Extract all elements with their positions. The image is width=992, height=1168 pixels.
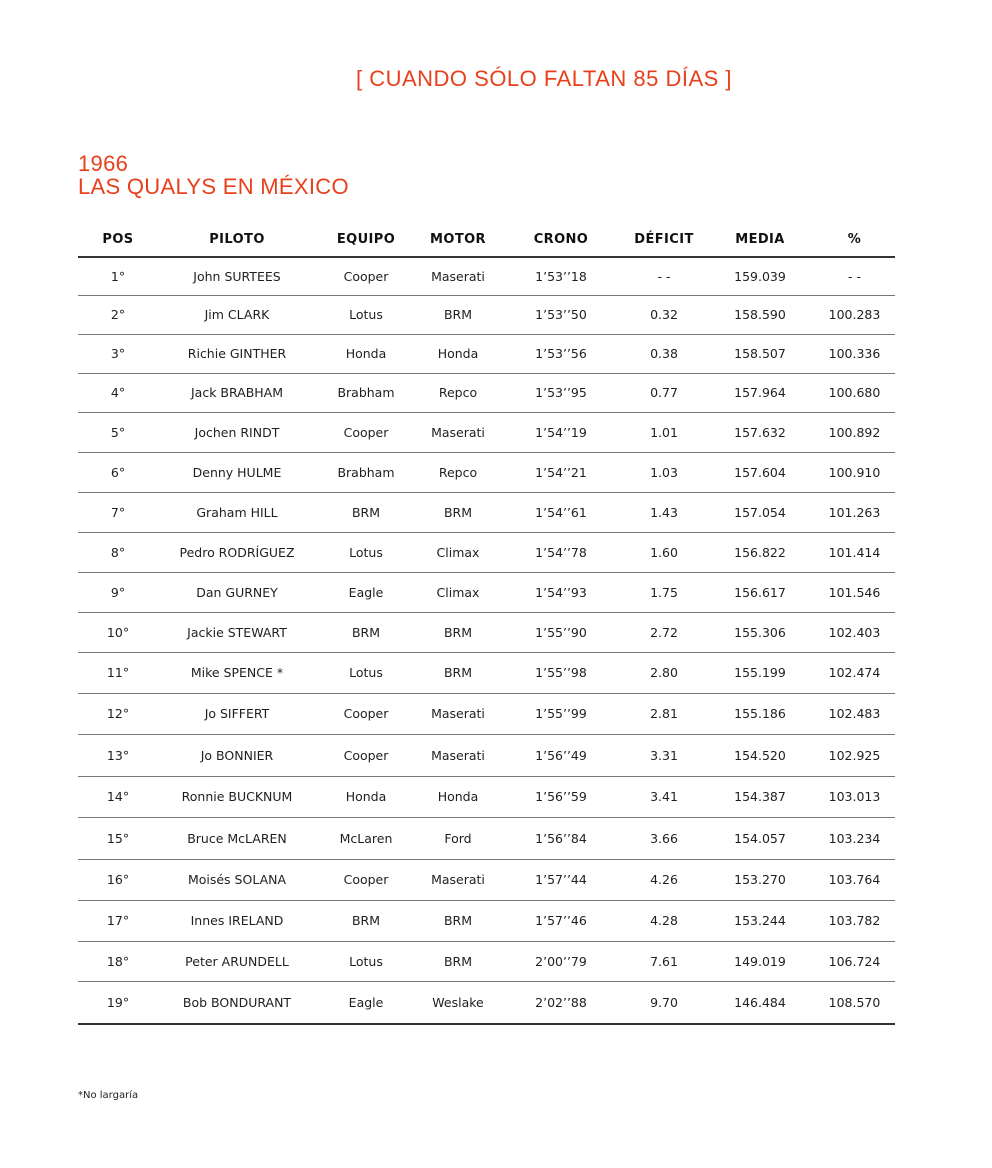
cell-deficit: 3.31 xyxy=(622,734,706,776)
cell-media: 157.632 xyxy=(706,412,814,452)
cell-pos: 12° xyxy=(78,693,158,734)
table-row xyxy=(78,941,895,981)
cell-media: 153.244 xyxy=(706,900,814,941)
cell-percent: 100.680 xyxy=(814,373,895,412)
cell-crono: 1’54’’19 xyxy=(500,412,622,452)
cell-percent: 108.570 xyxy=(814,981,895,1024)
cell-piloto: Richie GINTHER xyxy=(158,334,316,373)
cell-deficit: 1.75 xyxy=(622,572,706,612)
cell-deficit: 2.81 xyxy=(622,693,706,734)
table-row xyxy=(78,652,895,693)
cell-media: 159.039 xyxy=(706,257,814,295)
cell-piloto: Jochen RINDT xyxy=(158,412,316,452)
cell-deficit: 0.38 xyxy=(622,334,706,373)
column-header-crono: CRONO xyxy=(500,222,622,257)
cell-deficit: 4.26 xyxy=(622,859,706,900)
cell-crono: 1’53’’18 xyxy=(500,257,622,295)
cell-equipo: Brabham xyxy=(316,373,416,412)
cell-percent: 101.263 xyxy=(814,492,895,532)
cell-deficit: 0.77 xyxy=(622,373,706,412)
cell-piloto: Pedro RODRÍGUEZ xyxy=(158,532,316,572)
cell-piloto: Moisés SOLANA xyxy=(158,859,316,900)
column-header-motor: MOTOR xyxy=(416,222,500,257)
cell-pos: 10° xyxy=(78,612,158,652)
column-header-piloto: PILOTO xyxy=(158,222,316,257)
cell-media: 155.306 xyxy=(706,612,814,652)
page-title xyxy=(78,152,349,198)
table-row xyxy=(78,776,895,817)
table-row xyxy=(78,257,895,295)
cell-media: 158.507 xyxy=(706,334,814,373)
table-row xyxy=(78,859,895,900)
cell-motor: Repco xyxy=(416,452,500,492)
cell-equipo: Cooper xyxy=(316,257,416,295)
column-header-percent: % xyxy=(814,222,895,257)
table-row xyxy=(78,817,895,859)
cell-pos: 6° xyxy=(78,452,158,492)
column-header-media: MEDIA xyxy=(706,222,814,257)
cell-crono: 1’53’’56 xyxy=(500,334,622,373)
cell-piloto: Innes IRELAND xyxy=(158,900,316,941)
cell-crono: 1’53’’50 xyxy=(500,295,622,334)
cell-piloto: Jo SIFFERT xyxy=(158,693,316,734)
cell-media: 157.604 xyxy=(706,452,814,492)
cell-crono: 1’54’’21 xyxy=(500,452,622,492)
cell-motor: Maserati xyxy=(416,859,500,900)
cell-percent: 102.925 xyxy=(814,734,895,776)
cell-motor: BRM xyxy=(416,652,500,693)
cell-piloto: Bob BONDURANT xyxy=(158,981,316,1024)
cell-media: 155.186 xyxy=(706,693,814,734)
cell-motor: Repco xyxy=(416,373,500,412)
cell-percent: 102.403 xyxy=(814,612,895,652)
cell-media: 154.057 xyxy=(706,817,814,859)
cell-crono: 1’54’’61 xyxy=(500,492,622,532)
cell-piloto: Jack BRABHAM xyxy=(158,373,316,412)
cell-piloto: Jo BONNIER xyxy=(158,734,316,776)
cell-piloto: Jim CLARK xyxy=(158,295,316,334)
cell-crono: 1’56’’84 xyxy=(500,817,622,859)
cell-equipo: Honda xyxy=(316,776,416,817)
cell-motor: Ford xyxy=(416,817,500,859)
cell-crono: 1’56’’59 xyxy=(500,776,622,817)
cell-media: 155.199 xyxy=(706,652,814,693)
cell-piloto: Peter ARUNDELL xyxy=(158,941,316,981)
cell-percent: 101.414 xyxy=(814,532,895,572)
table-body xyxy=(78,257,895,1024)
cell-pos: 5° xyxy=(78,412,158,452)
cell-percent: 101.546 xyxy=(814,572,895,612)
cell-piloto: John SURTEES xyxy=(158,257,316,295)
cell-motor: Weslake xyxy=(416,981,500,1024)
table-row xyxy=(78,295,895,334)
cell-pos: 11° xyxy=(78,652,158,693)
cell-deficit: 3.41 xyxy=(622,776,706,817)
cell-percent: 100.910 xyxy=(814,452,895,492)
cell-equipo: Cooper xyxy=(316,693,416,734)
table-row xyxy=(78,693,895,734)
cell-motor: BRM xyxy=(416,295,500,334)
cell-media: 156.617 xyxy=(706,572,814,612)
cell-crono: 1’57’’44 xyxy=(500,859,622,900)
table-row xyxy=(78,492,895,532)
column-header-deficit: DÉFICIT xyxy=(622,222,706,257)
cell-motor: BRM xyxy=(416,941,500,981)
cell-deficit: 2.72 xyxy=(622,612,706,652)
cell-media: 157.054 xyxy=(706,492,814,532)
cell-pos: 15° xyxy=(78,817,158,859)
cell-deficit: 1.03 xyxy=(622,452,706,492)
cell-deficit: 3.66 xyxy=(622,817,706,859)
footnote: *No largaría xyxy=(78,1090,139,1101)
cell-media: 146.484 xyxy=(706,981,814,1024)
cell-equipo: Eagle xyxy=(316,572,416,612)
header-tagline: [ CUANDO SÓLO FALTAN 85 DÍAS ] xyxy=(355,66,733,91)
cell-motor: Climax xyxy=(416,572,500,612)
table-row xyxy=(78,734,895,776)
cell-media: 154.520 xyxy=(706,734,814,776)
cell-motor: BRM xyxy=(416,492,500,532)
cell-deficit: 4.28 xyxy=(622,900,706,941)
cell-pos: 19° xyxy=(78,981,158,1024)
cell-media: 153.270 xyxy=(706,859,814,900)
cell-pos: 13° xyxy=(78,734,158,776)
cell-piloto: Denny HULME xyxy=(158,452,316,492)
cell-percent: 100.283 xyxy=(814,295,895,334)
cell-media: 156.822 xyxy=(706,532,814,572)
cell-media: 149.019 xyxy=(706,941,814,981)
table-row xyxy=(78,412,895,452)
cell-piloto: Jackie STEWART xyxy=(158,612,316,652)
cell-pos: 14° xyxy=(78,776,158,817)
column-header-pos: POS xyxy=(78,222,158,257)
cell-deficit: 1.43 xyxy=(622,492,706,532)
cell-piloto: Ronnie BUCKNUM xyxy=(158,776,316,817)
cell-percent: 100.892 xyxy=(814,412,895,452)
cell-equipo: Cooper xyxy=(316,734,416,776)
table-row xyxy=(78,572,895,612)
title-heading: LAS QUALYS EN MÉXICO xyxy=(78,174,349,199)
cell-pos: 18° xyxy=(78,941,158,981)
cell-pos: 1° xyxy=(78,257,158,295)
cell-crono: 2’02’’88 xyxy=(500,981,622,1024)
cell-motor: BRM xyxy=(416,612,500,652)
cell-crono: 1’54’’93 xyxy=(500,572,622,612)
cell-percent: 103.782 xyxy=(814,900,895,941)
cell-deficit: 1.60 xyxy=(622,532,706,572)
cell-crono: 1’57’’46 xyxy=(500,900,622,941)
cell-percent: 100.336 xyxy=(814,334,895,373)
cell-pos: 9° xyxy=(78,572,158,612)
table-row xyxy=(78,334,895,373)
cell-equipo: BRM xyxy=(316,900,416,941)
table-header-row xyxy=(78,222,895,257)
title-year: 1966 xyxy=(78,151,129,176)
cell-motor: Climax xyxy=(416,532,500,572)
cell-equipo: Cooper xyxy=(316,412,416,452)
cell-crono: 1’53’’95 xyxy=(500,373,622,412)
table-row xyxy=(78,532,895,572)
table-row xyxy=(78,900,895,941)
cell-piloto: Dan GURNEY xyxy=(158,572,316,612)
cell-percent: 103.013 xyxy=(814,776,895,817)
cell-motor: Maserati xyxy=(416,693,500,734)
cell-media: 157.964 xyxy=(706,373,814,412)
cell-crono: 1’55’’98 xyxy=(500,652,622,693)
cell-equipo: Lotus xyxy=(316,295,416,334)
table-row xyxy=(78,373,895,412)
cell-piloto: Graham HILL xyxy=(158,492,316,532)
cell-percent: 106.724 xyxy=(814,941,895,981)
cell-crono: 2’00’’79 xyxy=(500,941,622,981)
cell-motor: Honda xyxy=(416,776,500,817)
cell-piloto: Bruce McLAREN xyxy=(158,817,316,859)
cell-deficit: 2.80 xyxy=(622,652,706,693)
cell-equipo: Lotus xyxy=(316,941,416,981)
cell-motor: Maserati xyxy=(416,412,500,452)
cell-percent: 102.483 xyxy=(814,693,895,734)
cell-piloto: Mike SPENCE * xyxy=(158,652,316,693)
cell-crono: 1’54’’78 xyxy=(500,532,622,572)
cell-pos: 3° xyxy=(78,334,158,373)
cell-pos: 4° xyxy=(78,373,158,412)
cell-motor: Maserati xyxy=(416,734,500,776)
cell-deficit: 7.61 xyxy=(622,941,706,981)
cell-crono: 1’55’’99 xyxy=(500,693,622,734)
cell-pos: 2° xyxy=(78,295,158,334)
cell-motor: Maserati xyxy=(416,257,500,295)
cell-equipo: BRM xyxy=(316,492,416,532)
cell-deficit: - - xyxy=(622,257,706,295)
cell-pos: 7° xyxy=(78,492,158,532)
cell-pos: 17° xyxy=(78,900,158,941)
cell-equipo: Cooper xyxy=(316,859,416,900)
cell-equipo: Honda xyxy=(316,334,416,373)
cell-equipo: Lotus xyxy=(316,532,416,572)
cell-equipo: Lotus xyxy=(316,652,416,693)
cell-motor: BRM xyxy=(416,900,500,941)
cell-percent: - - xyxy=(814,257,895,295)
table-row xyxy=(78,981,895,1024)
cell-percent: 102.474 xyxy=(814,652,895,693)
cell-crono: 1’55’’90 xyxy=(500,612,622,652)
table-row xyxy=(78,452,895,492)
column-header-equipo: EQUIPO xyxy=(316,222,416,257)
cell-motor: Honda xyxy=(416,334,500,373)
table-row xyxy=(78,612,895,652)
cell-crono: 1’56’’49 xyxy=(500,734,622,776)
cell-equipo: BRM xyxy=(316,612,416,652)
cell-equipo: Eagle xyxy=(316,981,416,1024)
cell-media: 158.590 xyxy=(706,295,814,334)
cell-deficit: 0.32 xyxy=(622,295,706,334)
cell-deficit: 1.01 xyxy=(622,412,706,452)
cell-equipo: Brabham xyxy=(316,452,416,492)
cell-pos: 8° xyxy=(78,532,158,572)
cell-equipo: McLaren xyxy=(316,817,416,859)
cell-percent: 103.234 xyxy=(814,817,895,859)
cell-media: 154.387 xyxy=(706,776,814,817)
cell-pos: 16° xyxy=(78,859,158,900)
qualifying-results-table xyxy=(78,222,895,1025)
cell-percent: 103.764 xyxy=(814,859,895,900)
cell-deficit: 9.70 xyxy=(622,981,706,1024)
